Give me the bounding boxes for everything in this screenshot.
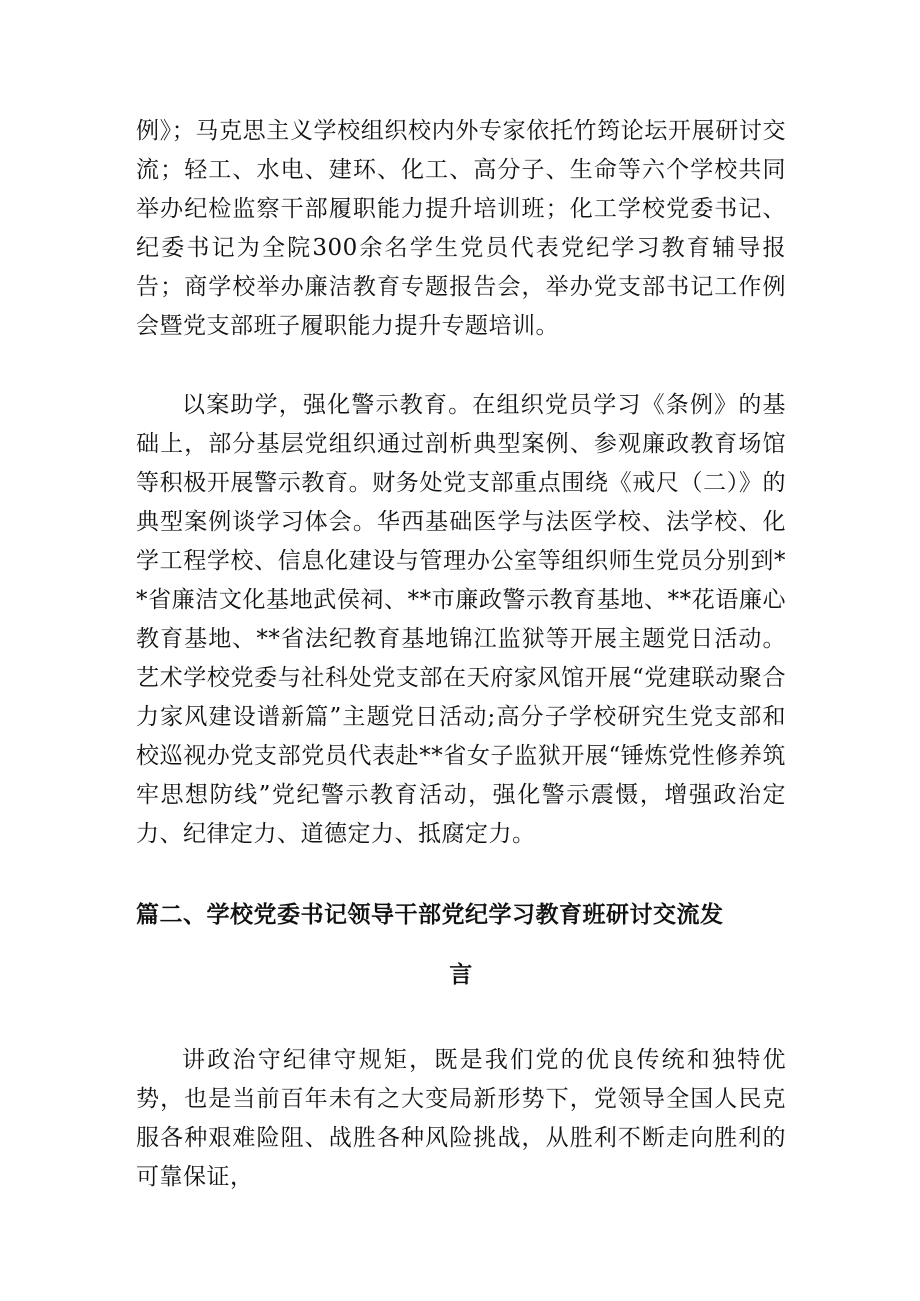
section-heading [136, 885, 786, 1005]
body-paragraph-3: 讲政治守纪律守规矩，既是我们党的优良传统和独特优势，也是当前百年未有之大变局新形势下，党领导全国人民克服各种艰难险阻、战胜各种风险挑战，从胜利不断走向胜利的可靠保证， [136, 1047, 786, 1190]
body-paragraph-1: 例》；马克思主义学校组织校内外专家依托竹筠论坛开展研讨交流；轻工、水电、建环、化工、高分子、生命等六个学校共同举办纪检监察干部履职能力提升培训班；化工学校党委书记、纪委书记为全院300余名学生党员代表党纪学习教育辅导报告；商学校举办廉洁教育专题报告会，举办党支部书记工作例会暨党支部班子履职能力提升专题培训。 [136, 118, 786, 339]
body-paragraph-2: 以案助学，强化警示教育。在组织党员学习《条例》的基础上，部分基层党组织通过剖析典型案例、参观廉政教育场馆等积极开展警示教育。财务处党支部重点围绕《戒尺（二）》的典型案例谈学习体会。华西基础医学与法医学校、法学校、化学工程学校、信息化建设与管理办公室等组织师生党员分别到**省廉洁文化基地武侯祠、**市廉政警示教育基地、**花语廉心教育基地、**省法纪教育基地锦江监狱等开展主题党日活动。艺术学校党委与社科处党支部在天府家风馆开展“党建联动聚合力家风建设谱新篇”主题党日活动;高分子学校研究生党支部和校巡视办党支部党员代表赴**省女子监狱开展“锤炼党性修养筑牢思想防线”党纪警示教育活动，强化警示震慑，增强政治定力、纪律定力、道德定力、抵腐定力。 [136, 392, 786, 847]
section-heading-line-1: 篇二、学校党委书记领导干部党纪学习教育班研讨交流发 [136, 902, 724, 928]
section-heading-line-2: 言 [449, 962, 473, 988]
